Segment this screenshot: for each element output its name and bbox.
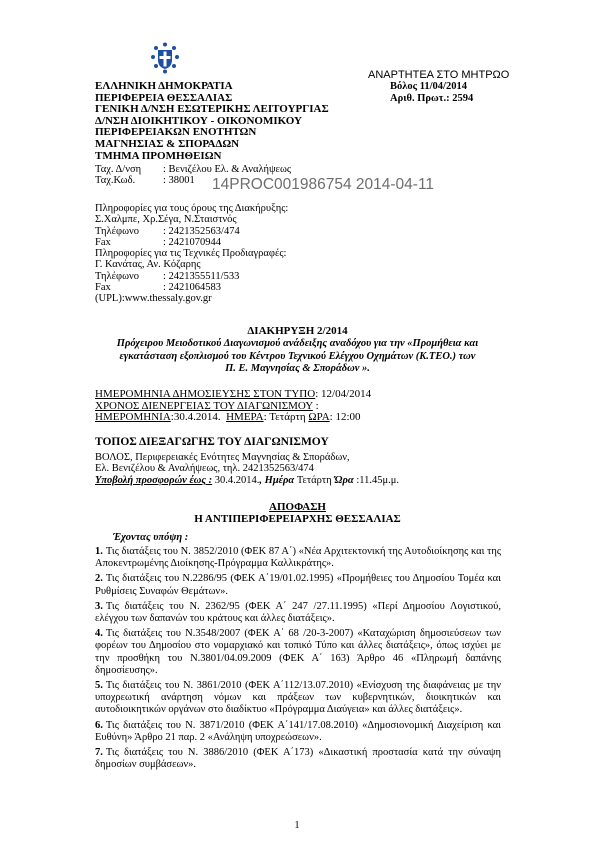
submission-time: :11.45μ.μ.: [356, 474, 399, 486]
item-number: 3.: [95, 600, 103, 612]
item-text: Τις διατάξεις του Ν. 3861/2010 (ΦΕΚ Α΄112/13.07.2010) «Ενίσχυση της διαφάνειας με την υποχρεωτική ανάρτηση νόμων και πράξεων των κυβερνητικών, διοικητικών και αυτοδιοικητικών οργάνων στο διαδίκτυο «Πρόγραμμα Διαύγεια» και άλλες διατάξεις».: [95, 680, 501, 716]
authority-line: ΤΜΗΜΑ ΠΡΟΜΗΘΕΙΩΝ: [95, 149, 222, 162]
postal-label: Ταχ.Κωδ.: [95, 175, 136, 187]
posting-notice: ΑΝΑΡΤΗΤΕΑ ΣΤΟ ΜΗΤΡΩΟ: [368, 69, 510, 81]
list-item: [95, 546, 501, 570]
decision-subtitle: Η ΑΝΤΙΠΕΡΙΦΕΡΕΙΑΡΧΗΣ ΘΕΣΣΑΛΙΑΣ: [194, 513, 401, 525]
greek-coat-of-arms-icon: [150, 42, 180, 74]
publication-date: : 12/04/2014: [315, 388, 372, 400]
phone-label: Τηλέφωνο: [95, 225, 139, 237]
date-value: :30.4.2014.: [170, 411, 221, 424]
street-label: Ταχ. Δ/νση: [95, 164, 142, 175]
venue-title: ΤΟΠΟΣ ΔΙΕΞΑΓΩΓΗΣ ΤΟΥ ΔΙΑΓΩΝΙΣΜΟΥ: [95, 436, 329, 448]
phone-value: : 2421355511/533: [163, 270, 240, 282]
legal-items: [95, 546, 501, 774]
hour-value: : 12:00: [329, 411, 361, 424]
list-item: [95, 628, 501, 677]
names-specs: Γ. Κανάτας, Αν. Κόζαρης: [95, 259, 201, 271]
submission-day: Τετάρτη: [296, 474, 335, 486]
day-value: : Τετάρτη: [263, 411, 309, 424]
item-number: 4.: [95, 628, 103, 640]
conduct-label: ΧΡΟΝΟΣ ΔΙΕΝΕΡΓΕΙΑΣ ΤΟΥ ΔΙΑΓΩΝΙΣΜΟΥ: [95, 399, 313, 412]
date-label: ΗΜΕΡΟΜΗΝΙΑ: [95, 411, 171, 424]
list-item: [95, 680, 501, 717]
submission-date: 30.4.2014.: [212, 474, 260, 486]
authority-line: ΜΑΓΝΗΣΙΑΣ & ΣΠΟΡΑΔΩΝ: [95, 137, 240, 150]
notice-title: ΔΙΑΚΗΡΥΞΗ 2/2014: [247, 325, 348, 337]
protocol-number: Αριθ. Πρωτ.: 2594: [390, 93, 474, 104]
authority-line: Δ/ΝΣΗ ΔΙΟΙΚΗΤΙΚΟΥ - ΟΙΚΟΝΟΜΙΚΟΥ: [95, 114, 302, 127]
item-text: Τις διατάξεις του Ν. 3886/2010 (ΦΕΚ Α΄173) «Δικαστική προστασία κατά την σύναψη δημοσίων συμβάσεων».: [95, 747, 501, 771]
conduct-value: :: [312, 399, 319, 412]
authority-line: ΠΕΡΙΦΕΡΕΙΑ ΘΕΣΣΑΛΙΑΣ: [95, 91, 233, 104]
day-label: ΗΜΕΡΑ: [226, 411, 264, 424]
page-number: 1: [294, 820, 300, 831]
publication-label: ΗΜΕΡΟΜΗΝΙΑ ΔΗΜΟΣΙΕΥΣΗΣ ΣΤΟΝ ΤΥΠΟ: [95, 388, 316, 400]
fax-value: : 2421070944: [163, 236, 222, 248]
notice-subject-line: Πρόχειρου Μειοδοτικού Διαγωνισμού ανάδειξης αναδόχου για την «Προμήθεια και: [116, 338, 479, 349]
venue-line: Ελ. Βενιζέλου & Αναλήψεως, τηλ. 2421352563/474: [95, 463, 314, 475]
info-specs: Πληροφορίες για τις Τεχνικές Προδιαγραφές:: [95, 248, 287, 260]
item-number: 7.: [95, 747, 103, 759]
names-terms: Σ.Χαλμπε, Χρ.Σέγα, Ν.Σταιστνός: [95, 214, 237, 226]
info-terms: Πληροφορίες για τους όρους της Διακήρυξης:: [95, 203, 289, 214]
list-item: [95, 601, 501, 625]
considering-label: Έχοντας υπόψη :: [113, 532, 189, 543]
notice-subject-line: εγκατάσταση εξοπλισμού του Κέντρου Τεχνικού Ελέγχου Οχημάτων (Κ.ΤΕΟ.) των: [119, 350, 476, 362]
notice-subject: [95, 338, 500, 376]
list-item: [95, 720, 501, 744]
item-text: Τις διατάξεις του Ν. 3852/2010 (ΦΕΚ 87 Α΄) «Νέα Αρχιτεκτονική της Αυτοδιοίκησης και της Αποκεντρωμένης Διοίκησης-Πρόγραμμα Καλλικράτης».: [95, 546, 501, 570]
hour-label: ΩΡΑ: [308, 411, 330, 424]
fax-value: : 2421064583: [163, 282, 222, 294]
authority-line: ΓΕΝΙΚΗ Δ/ΝΣΗ ΕΣΩΤΕΡΙΚΗΣ ΛΕΙΤΟΥΡΓΙΑΣ: [95, 103, 329, 116]
postal-value: : 38001: [163, 175, 195, 187]
fax-label: Fax: [95, 282, 111, 294]
item-number: 1.: [95, 546, 103, 557]
submission-day-label: , Ημέρα: [259, 474, 297, 486]
item-text: Τις διατάξεις του Ν.2286/95 (ΦΕΚ Α΄19/01.02.1995) «Προμήθειες του Δημοσίου Τομέα και Ρυθμίσεις Συναφών Θεμάτων».: [95, 573, 501, 597]
item-text: Τις διατάξεις του Ν. 3871/2010 (ΦΕΚ Α΄141/17.08.2010) «Δημοσιονομική Διαχείριση και Ευθύνη» Άρθρο 21 παρ. 2 «Ανάληψη υποχρεώσεων».: [95, 719, 501, 743]
document-date: Βόλος 11/04/2014: [390, 81, 467, 92]
street-value: : Βενιζέλου Ελ. & Αναλήψεως: [163, 164, 292, 175]
notice-subject-line: Π. Ε. Μαγνησίας & Σποράδων ».: [225, 363, 370, 374]
venue-block: [95, 452, 399, 486]
item-number: 6.: [95, 719, 103, 731]
diavgeia-stamp: 14PROC001986754 2014-04-11: [212, 176, 435, 193]
item-text: Τις διατάξεις του Ν.3548/2007 (ΦΕΚ Α΄ 68 /20-3-2007) «Καταχώριση δημοσιεύσεων των φορέων του Δημοσίου στο νομαρχιακό και τοπικό Τύπο και άλλες διατάξεις», όπως ισχύει με την προσθήκη του Ν.3801/04.09.2009 (ΦΕΚ Α΄ 163) Άρθρο 46 «Πληρωμή δαπάνης δημοσίευσης».: [95, 628, 501, 676]
phone-value: : 2421352563/474: [163, 225, 240, 237]
venue-line: ΒΟΛΟΣ, Περιφερειακές Ενότητες Μαγνησίας & Σποράδων,: [95, 452, 350, 463]
authority-line: ΕΛΛΗΝΙΚΗ ΔΗΜΟΚΡΑΤΙΑ: [95, 80, 233, 92]
website-url: (UPL):www.thessaly.gov.gr: [95, 293, 212, 305]
item-text: Τις διατάξεις του Ν. 2362/95 (ΦΕΚ Α΄ 247 /27.11.1995) «Περί Δημοσίου Λογιστικού, ελέγχου των δαπανών του κράτους και άλλες διατάξεις».: [95, 600, 501, 625]
decision-title: ΑΠΟΦΑΣΗ: [269, 501, 326, 513]
submission-label: Υποβολή προσφορών έως :: [95, 474, 213, 486]
list-item: [95, 573, 501, 597]
list-item: [95, 747, 501, 771]
phone-label: Τηλέφωνο: [95, 270, 139, 282]
authority-header: [95, 81, 329, 162]
item-number: 2.: [95, 573, 103, 585]
contact-block: [95, 203, 288, 305]
submission-time-label: Ώρα: [334, 474, 357, 486]
fax-label: Fax: [95, 236, 111, 248]
item-number: 5.: [95, 680, 103, 692]
authority-line: ΠΕΡΙΦΕΡΕΙΑΚΩΝ ΕΝΟΤΗΤΩΝ: [95, 126, 257, 139]
dates-block: [95, 389, 371, 424]
